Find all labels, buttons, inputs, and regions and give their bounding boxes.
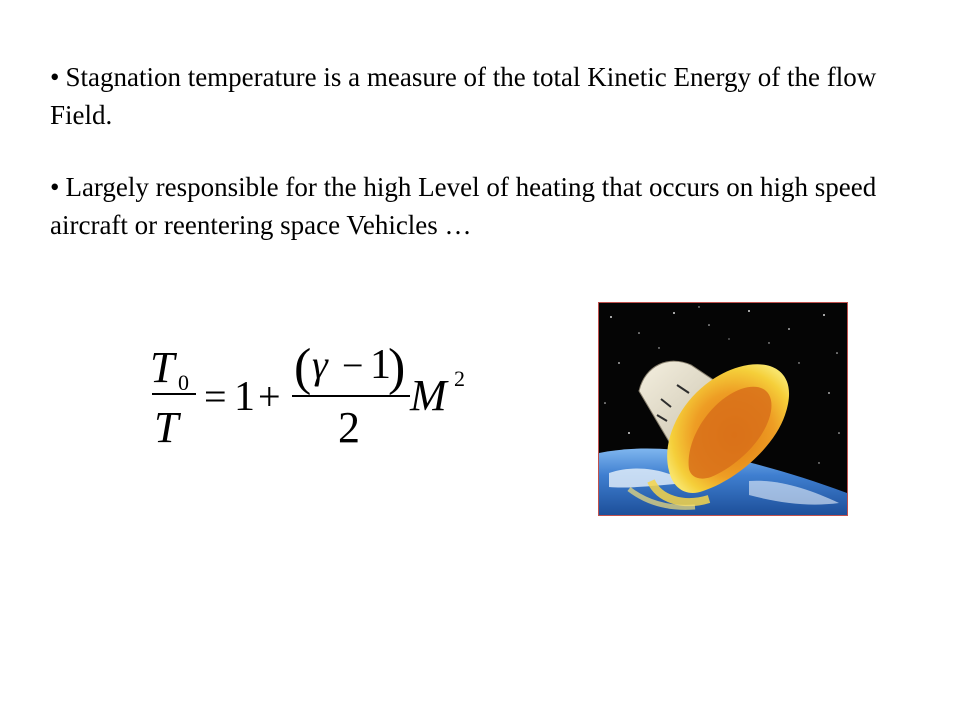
eq-one: 1	[234, 374, 255, 420]
bullet-list	[50, 58, 880, 278]
eq-denominator: 2	[338, 403, 360, 452]
stagnation-temperature-equation	[148, 338, 478, 458]
eq-plus: +	[258, 374, 281, 419]
bullet-text: Largely responsible for the high Level of heating that occurs on high speed aircraft or reentering space Vehicles …	[50, 172, 877, 240]
eq-gamma: γ	[312, 342, 328, 387]
bullet-marker: •	[50, 62, 60, 92]
eq-lhs-numerator: T	[150, 343, 175, 392]
eq-minus: −	[342, 345, 364, 387]
eq-gamma-one: 1	[370, 342, 391, 388]
reentry-capsule-image	[598, 302, 848, 516]
eq-open-paren: (	[294, 339, 312, 396]
eq-close-paren: )	[388, 339, 406, 396]
bullet-marker: •	[50, 172, 60, 202]
eq-lhs-numerator-subscript: 0	[178, 370, 189, 395]
eq-lhs-denominator: T	[154, 403, 179, 452]
eq-equals: =	[204, 374, 227, 419]
bullet-text: Stagnation temperature is a measure of the total Kinetic Energy of the flow Field.	[50, 62, 877, 130]
bullet-item-heating	[50, 168, 880, 244]
eq-exponent: 2	[454, 366, 465, 391]
bullet-item-stagnation	[50, 58, 880, 134]
eq-mach: M	[410, 371, 447, 420]
